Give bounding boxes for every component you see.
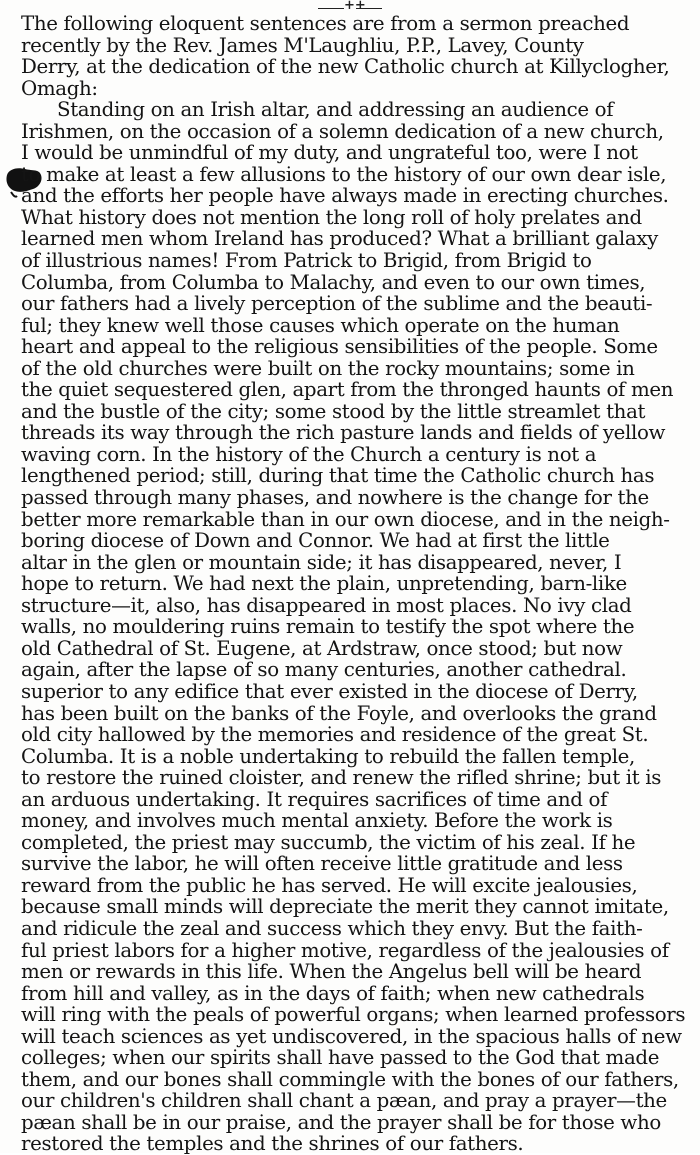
article-line: lengthened period; still, during that time the Catholic church has bbox=[21, 464, 655, 488]
article-line: pæan shall be in our praise, and the prayer shall be for those who bbox=[21, 1110, 661, 1134]
article-line: boring diocese of Down and Connor. We had at first the little bbox=[21, 529, 610, 553]
article-line: restored the temples and the shrines of our fathers. bbox=[21, 1132, 524, 1155]
article-line: reward from the public he has served. He will excite jealousies, bbox=[21, 873, 638, 897]
article-line: recently by the Rev. James M'Laughliu, P.P., Lavey, County bbox=[21, 33, 584, 57]
article-line: Columba. It is a noble undertaking to rebuild the fallen temple, bbox=[21, 744, 635, 768]
article-line: will ring with the peals of powerful organs; when learned professors bbox=[21, 1003, 686, 1027]
article-line: Derry, at the dedication of the new Catholic church at Killyclogher, bbox=[21, 55, 670, 79]
article-line: threads its way through the rich pasture lands and fields of yellow bbox=[21, 421, 666, 445]
article-line: again, after the lapse of so many centuries, another cathedral. bbox=[21, 658, 627, 682]
sermon-article bbox=[21, 13, 700, 1155]
article-line: passed through many phases, and nowhere is the change for the bbox=[21, 486, 649, 510]
article-line: superior to any edifice that ever existed in the diocese of Derry, bbox=[21, 679, 638, 703]
article-line: Columba, from Columba to Malachy, and even to our own times, bbox=[21, 270, 646, 294]
article-line: and the bustle of the city; some stood by the little streamlet that bbox=[21, 399, 646, 423]
ornament-rule-left bbox=[318, 8, 344, 9]
article-line: and ridicule the zeal and success which they envy. But the faith- bbox=[21, 916, 643, 940]
article-line: Omagh: bbox=[21, 76, 98, 100]
article-line: our fathers had a lively perception of the sublime and the beauti- bbox=[21, 292, 653, 316]
article-line: I would be unmindful of my duty, and ungrateful too, were I not bbox=[21, 141, 638, 165]
article-line: has been built on the banks of the Foyle, and overlooks the grand bbox=[21, 701, 657, 725]
article-line: will teach sciences as yet undiscovered, in the spacious halls of new bbox=[21, 1024, 682, 1048]
ornament-rule-right bbox=[356, 8, 382, 9]
article-line: because small minds will depreciate the merit they cannot imitate, bbox=[21, 895, 669, 919]
article-line: better more remarkable than in our own diocese, and in the neigh- bbox=[21, 507, 670, 531]
article-line: colleges; when our spirits shall have passed to the God that made bbox=[21, 1046, 660, 1070]
article-line: of illustrious names! From Patrick to Brigid, from Brigid to bbox=[21, 249, 592, 273]
article-line: men or rewards in this life. When the Angelus bell will be heard bbox=[21, 960, 642, 984]
article-line: of the old churches were built on the rocky mountains; some in bbox=[21, 356, 635, 380]
article-line: waving corn. In the history of the Church a century is not a bbox=[21, 442, 597, 466]
article-line: to restore the ruined cloister, and renew the rifled shrine; but it is bbox=[21, 766, 662, 790]
article-line: learned men whom Ireland has produced? What a brilliant galaxy bbox=[21, 227, 658, 251]
article-line: altar in the glen or mountain side; it has disappeared, never, I bbox=[21, 550, 622, 574]
article-line: from hill and valley, as in the days of faith; when new cathedrals bbox=[21, 981, 645, 1005]
article-line: an arduous undertaking. It requires sacrifices of time and of bbox=[21, 787, 608, 811]
article-line: and the efforts her people have always made in erecting churches. bbox=[21, 184, 669, 208]
article-line: structure—it, also, has disappeared in most places. No ivy clad bbox=[21, 593, 632, 617]
article-line: What history does not mention the long roll of holy prelates and bbox=[21, 205, 642, 229]
article-line: Standing on an Irish altar, and addressing an audience of bbox=[57, 98, 614, 122]
article-line: completed, the priest may succumb, the victim of his zeal. If he bbox=[21, 830, 636, 854]
ornament-mark: ++ bbox=[344, 0, 366, 13]
article-line: heart and appeal to the religious sensibilities of the people. Some bbox=[21, 335, 658, 359]
article-line: survive the labor, he will often receive little gratitude and less bbox=[21, 852, 623, 876]
article-line: our children's children shall chant a pæan, and pray a prayer—the bbox=[21, 1089, 667, 1113]
article-line: money, and involves much mental anxiety. Before the work is bbox=[21, 809, 613, 833]
article-line: them, and our bones shall commingle with the bones of our fathers, bbox=[21, 1067, 679, 1091]
article-line: ful priest labors for a higher motive, regardless of the jealousies of bbox=[21, 938, 669, 962]
article-line: walls, no mouldering ruins remain to testify the spot where the bbox=[21, 615, 635, 639]
article-line: ful; they knew well those causes which operate on the human bbox=[21, 313, 620, 337]
article-line: The following eloquent sentences are from a sermon preached bbox=[21, 12, 630, 35]
article-line: hope to return. We had next the plain, unpretending, barn-like bbox=[21, 572, 627, 596]
article-line: old Cathedral of St. Eugene, at Ardstraw, once stood; but now bbox=[21, 636, 623, 660]
article-line: to make at least a few allusions to the history of our own dear isle, bbox=[21, 162, 667, 186]
article-line: old city hallowed by the memories and residence of the great St. bbox=[21, 723, 649, 747]
article-line: the quiet sequestered glen, apart from the thronged haunts of men bbox=[21, 378, 674, 402]
article-line: Irishmen, on the occasion of a solemn dedication of a new church, bbox=[21, 119, 664, 143]
